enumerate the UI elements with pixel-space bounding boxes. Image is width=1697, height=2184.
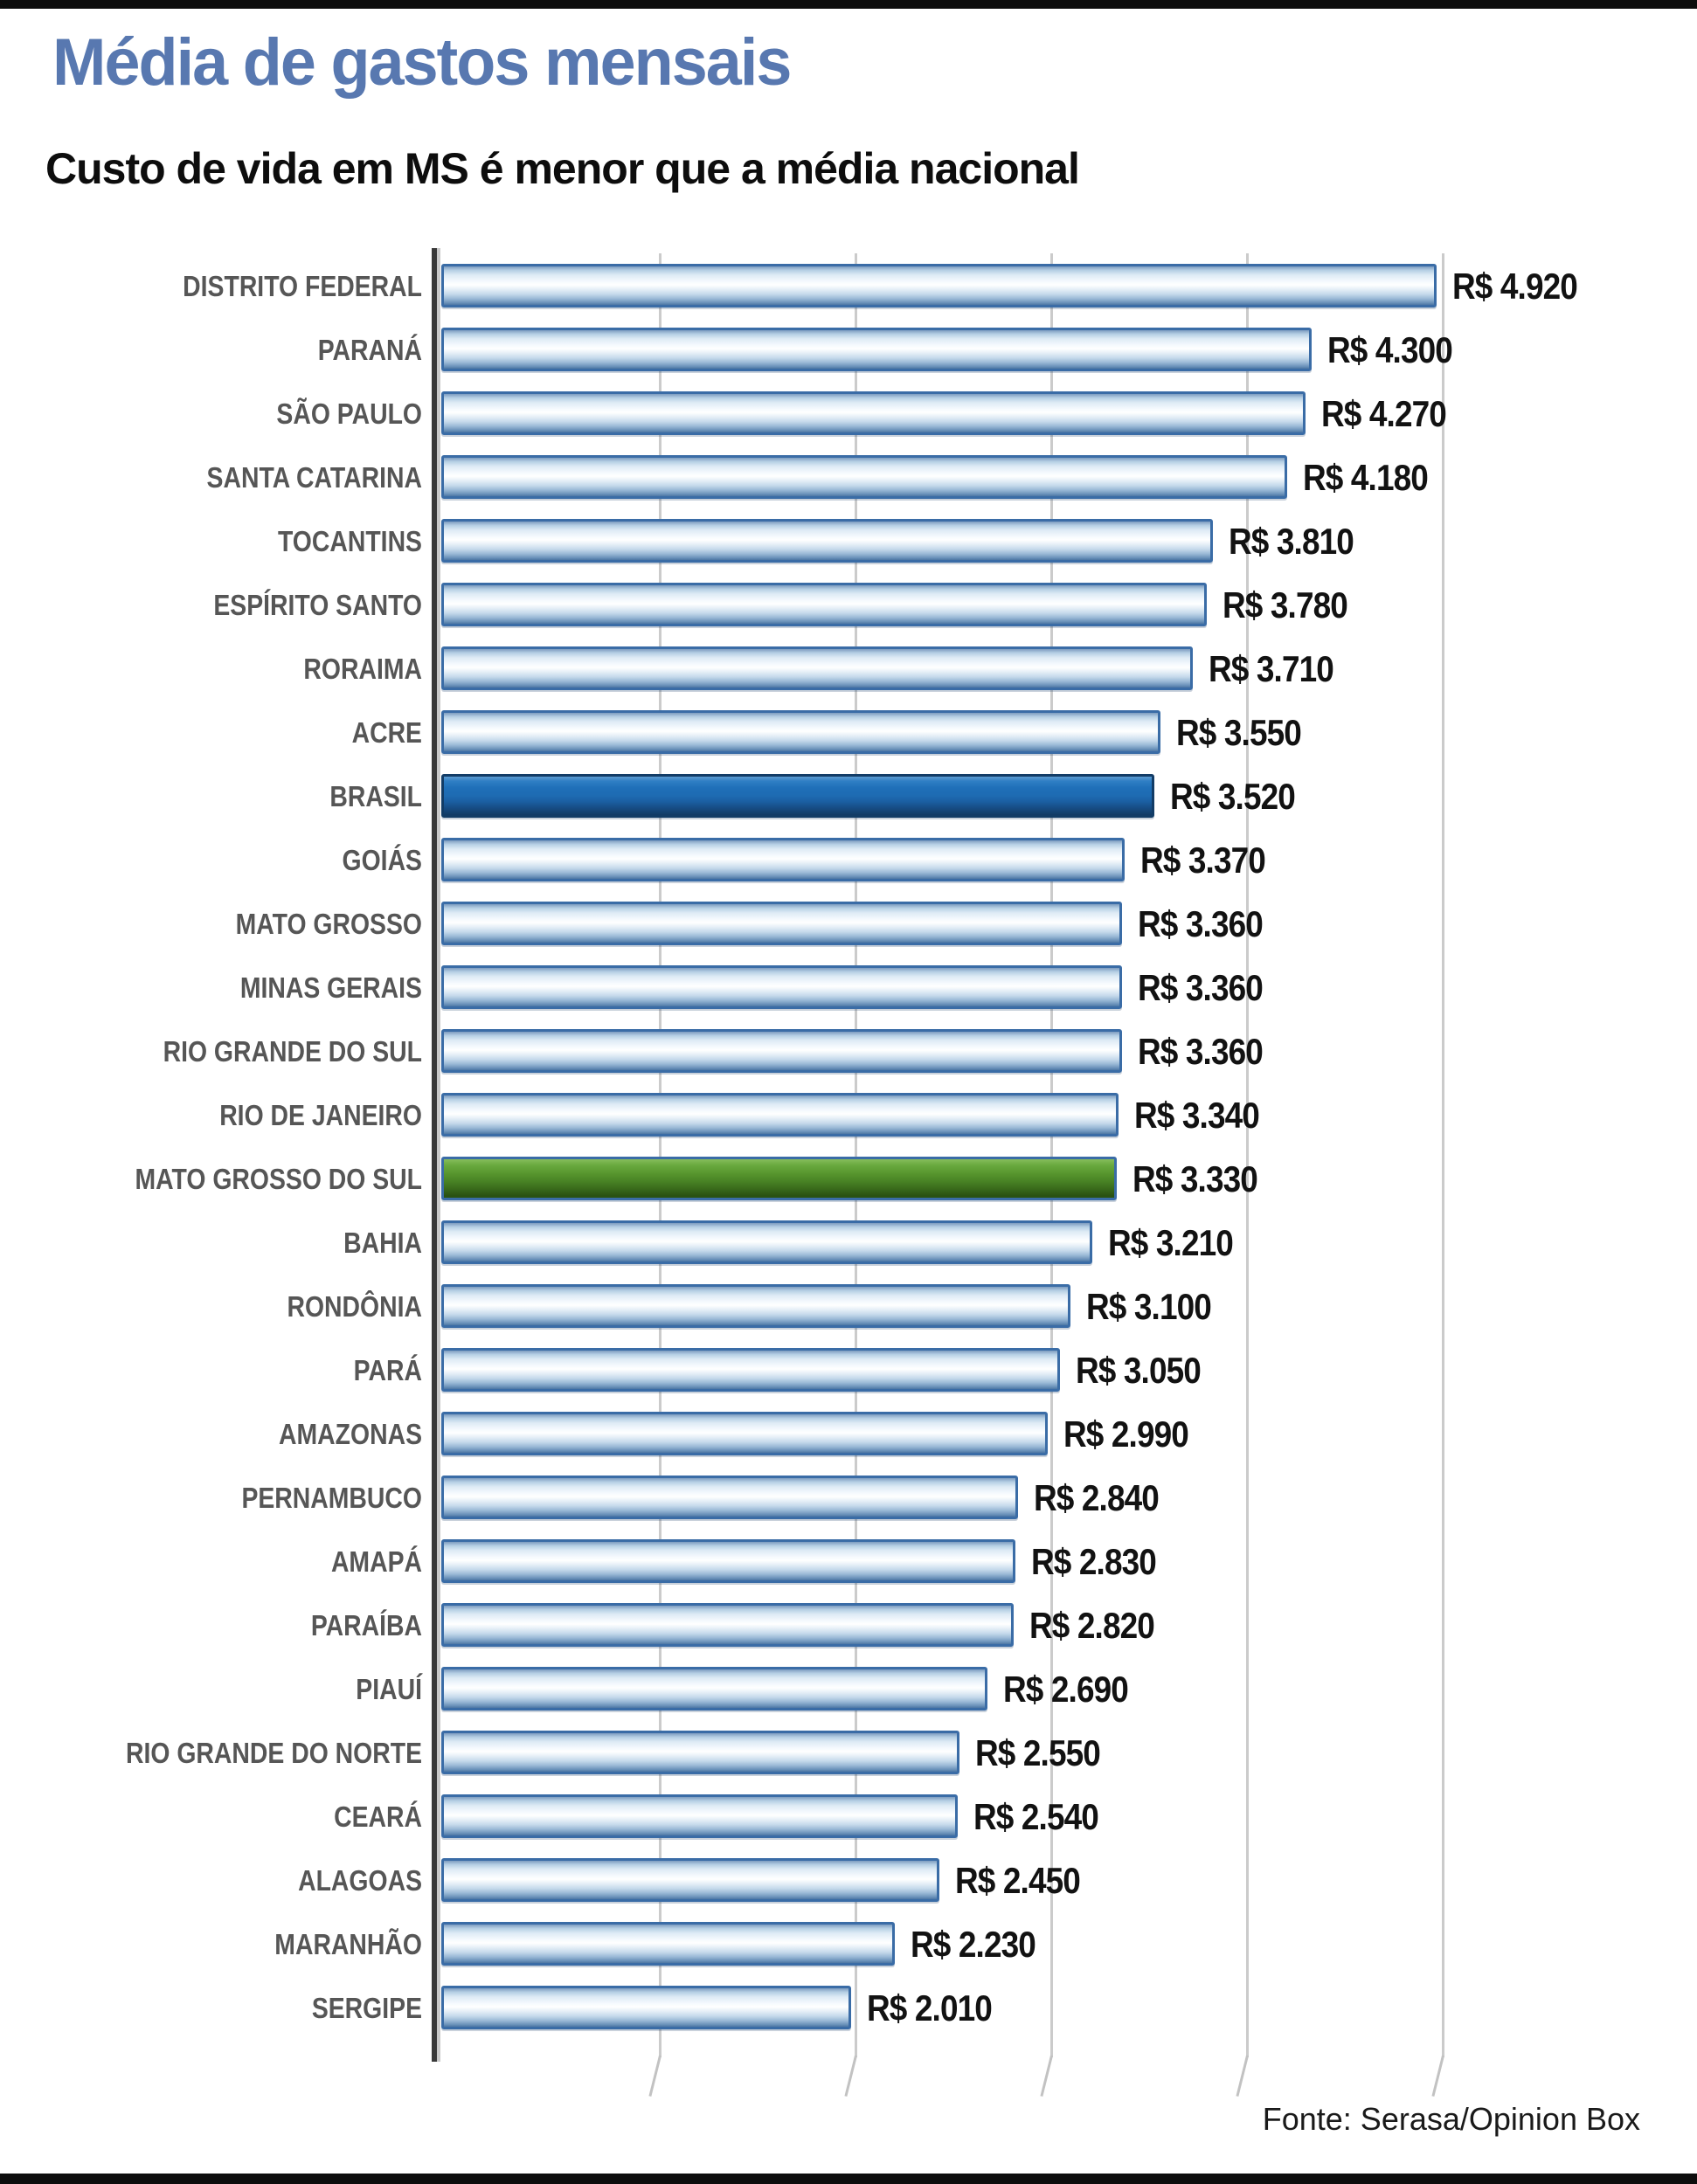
bar-label: MINAS GERAIS [239, 971, 422, 1004]
value-label: R$ 3.360 [1138, 967, 1263, 1008]
bar-label: MARANHÃO [274, 1928, 422, 1960]
bar-label: PIAUÍ [356, 1673, 422, 1705]
value-label: R$ 3.360 [1138, 1031, 1263, 1072]
bar [441, 328, 1312, 371]
bar-label: CEARÁ [334, 1800, 422, 1833]
bar-label: TOCANTINS [277, 525, 422, 557]
gridline-tick [648, 2056, 661, 2097]
value-label: R$ 3.710 [1209, 648, 1333, 689]
bar [441, 838, 1125, 881]
value-label: R$ 2.450 [955, 1860, 1080, 1901]
value-label: R$ 2.840 [1034, 1477, 1159, 1518]
top-edge-bar [0, 0, 1697, 9]
value-label: R$ 2.830 [1031, 1541, 1156, 1582]
bar-label: MATO GROSSO [235, 908, 422, 940]
bottom-edge-bar [0, 2174, 1697, 2184]
bar [441, 264, 1437, 308]
y-axis-line [432, 248, 437, 2062]
value-label: R$ 3.370 [1140, 840, 1265, 881]
bar-label: RORAIMA [303, 653, 422, 685]
bar-label: BRASIL [329, 780, 422, 812]
value-label: R$ 2.690 [1003, 1669, 1128, 1710]
value-label: R$ 4.920 [1452, 266, 1577, 307]
value-label: R$ 3.550 [1176, 712, 1301, 753]
y-axis-shadow [437, 248, 440, 2062]
bar [441, 1667, 987, 1711]
bar [441, 455, 1287, 499]
gridline-tick [844, 2056, 857, 2097]
value-label: R$ 3.780 [1223, 584, 1347, 625]
value-label: R$ 2.010 [867, 1987, 992, 2028]
bar-label: PARAÍBA [310, 1609, 422, 1641]
value-label: R$ 2.990 [1063, 1413, 1188, 1455]
source-credit: Fonte: Serasa/Opinion Box [1262, 2101, 1640, 2137]
bar [441, 1986, 851, 2029]
bar-label: SERGIPE [311, 1992, 422, 2024]
bar-label: DISTRITO FEDERAL [183, 270, 422, 302]
bar [441, 1093, 1119, 1137]
value-label: R$ 4.300 [1327, 329, 1452, 370]
gridline-tick [1431, 2056, 1444, 2097]
bar-label: PARÁ [353, 1354, 422, 1386]
bar-label: BAHIA [343, 1227, 422, 1259]
bar-national-average [441, 774, 1154, 818]
bar-label: AMAPÁ [330, 1545, 422, 1578]
bar [441, 1858, 939, 1902]
value-label: R$ 3.100 [1086, 1286, 1211, 1327]
bar-label: AMAZONAS [279, 1418, 422, 1450]
gridline-5000 [1442, 253, 1444, 2057]
value-label: R$ 2.550 [975, 1732, 1100, 1773]
value-label: R$ 3.330 [1132, 1158, 1257, 1199]
bar [441, 519, 1213, 563]
bar [441, 1220, 1092, 1264]
gridline-tick [1040, 2056, 1053, 2097]
value-label: R$ 4.180 [1303, 457, 1428, 498]
value-label: R$ 3.210 [1108, 1222, 1233, 1263]
bar-label: SANTA CATARINA [206, 461, 422, 494]
bar [441, 1029, 1122, 1073]
value-label: R$ 4.270 [1321, 393, 1446, 434]
category-label-column [0, 253, 422, 2062]
bar [441, 1794, 958, 1838]
value-label: R$ 2.820 [1029, 1605, 1154, 1646]
value-label: R$ 3.340 [1134, 1095, 1259, 1136]
bar-label: GOIÁS [342, 844, 422, 876]
bar-featured-state [441, 1157, 1117, 1200]
plot-area [441, 253, 1612, 2057]
bar [441, 965, 1122, 1009]
value-label: R$ 3.810 [1229, 521, 1354, 562]
value-label: R$ 3.520 [1170, 776, 1295, 817]
bar [441, 1412, 1048, 1455]
bar-label: PARANÁ [317, 334, 422, 366]
bar-label: ESPÍRITO SANTO [213, 589, 422, 621]
value-label: R$ 3.050 [1076, 1350, 1201, 1391]
bar [441, 1922, 895, 1966]
bar [441, 902, 1122, 945]
bar-label: RIO GRANDE DO SUL [163, 1035, 422, 1068]
bar-label: ACRE [351, 716, 422, 749]
bar [441, 583, 1207, 626]
bar-label: PERNAMBUCO [241, 1482, 422, 1514]
page-title: Média de gastos mensais [52, 25, 791, 100]
bar [441, 1476, 1018, 1519]
value-label: R$ 2.230 [911, 1924, 1036, 1965]
bar-label: RIO DE JANEIRO [219, 1099, 422, 1131]
value-label: R$ 2.540 [973, 1796, 1098, 1837]
bar [441, 1284, 1070, 1328]
gridline-tick [1236, 2056, 1249, 2097]
bar-label: MATO GROSSO DO SUL [135, 1163, 422, 1195]
bar [441, 391, 1306, 435]
bar [441, 1731, 959, 1774]
bar-label: ALAGOAS [298, 1864, 422, 1897]
value-label: R$ 3.360 [1138, 903, 1263, 944]
bar-label: SÃO PAULO [276, 397, 422, 430]
bar [441, 1539, 1015, 1583]
page-subtitle: Custo de vida em MS é menor que a média nacional [45, 144, 1079, 193]
bar [441, 1603, 1014, 1647]
bar [441, 646, 1193, 690]
bar-label: RIO GRANDE DO NORTE [125, 1737, 422, 1769]
bar-label: RONDÔNIA [287, 1290, 422, 1323]
bar [441, 1348, 1060, 1392]
bar [441, 710, 1160, 754]
